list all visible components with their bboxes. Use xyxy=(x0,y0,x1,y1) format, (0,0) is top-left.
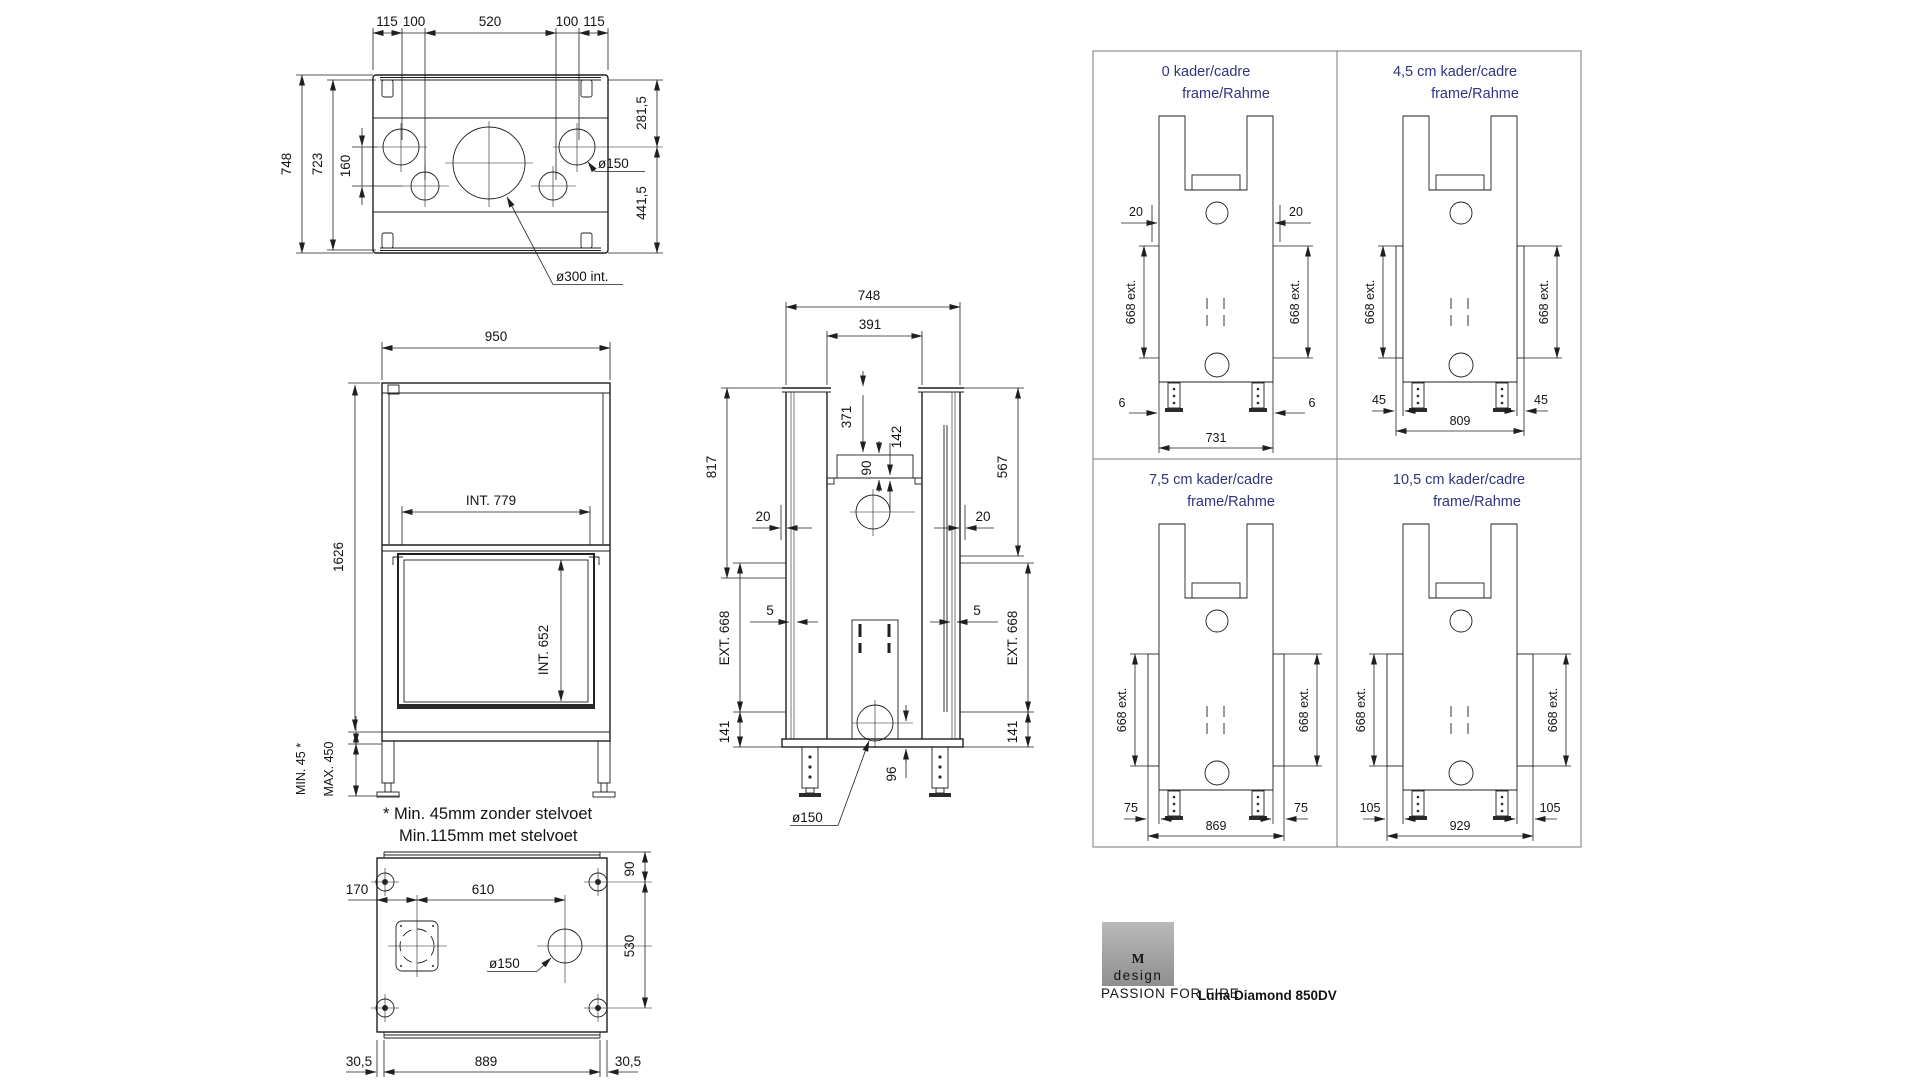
dim-950: 950 xyxy=(484,329,508,344)
dim-ext-left: 668 ext. xyxy=(1124,279,1138,325)
dim-141-left: 141 xyxy=(717,720,732,744)
dim-115-left: 115 xyxy=(376,14,398,29)
dim-170: 170 xyxy=(345,882,369,897)
dim-20-right: 20 xyxy=(975,509,991,524)
dim-frame-left: 6 xyxy=(1118,396,1126,410)
dim-total: 731 xyxy=(1205,431,1227,445)
dim-748-side: 748 xyxy=(857,288,881,303)
dim-total: 929 xyxy=(1449,819,1471,833)
dim-281-5: 281,5 xyxy=(634,96,649,130)
dim-ext-668-left: EXT. 668 xyxy=(717,610,732,666)
panel-frame-0 xyxy=(1119,64,1316,453)
dim-391: 391 xyxy=(858,317,882,332)
dim-int-779: INT. 779 xyxy=(465,493,517,508)
panel-subtitle: frame/Rahme xyxy=(1182,86,1270,102)
dim-160: 160 xyxy=(338,154,353,178)
logo-tagline: PASSION FOR FIRE xyxy=(1101,986,1240,1001)
brand-logo xyxy=(1101,922,1337,1003)
dim-90: 90 xyxy=(859,460,874,476)
dim-30-5-right: 30,5 xyxy=(614,1054,642,1069)
panel-subtitle: frame/Rahme xyxy=(1187,494,1275,510)
dim-frame-right: 6 xyxy=(1308,396,1316,410)
dim-frame-left: 105 xyxy=(1359,801,1381,815)
dim-off-left: 20 xyxy=(1129,205,1143,219)
dim-748-depth: 748 xyxy=(279,152,294,176)
dim-441-5: 441,5 xyxy=(634,186,649,220)
front-view xyxy=(294,329,615,845)
dim-ext-right: 668 ext. xyxy=(1288,279,1302,325)
panel-title: 4,5 cm kader/cadre xyxy=(1392,64,1518,80)
dim-610: 610 xyxy=(471,882,495,897)
dim-frame-left: 45 xyxy=(1372,393,1386,407)
panel-frame-75 xyxy=(1115,472,1322,841)
dim-max-450: MAX. 450 xyxy=(322,741,336,797)
dim-723: 723 xyxy=(310,152,325,176)
dim-ext-left: 668 ext. xyxy=(1115,687,1129,733)
dim-20-left: 20 xyxy=(755,509,771,524)
dim-5-right: 5 xyxy=(973,603,981,618)
dim-min-45: MIN. 45 * xyxy=(294,742,308,796)
panel-title: 7,5 cm kader/cadre xyxy=(1148,472,1274,488)
callout-dia150-top: ø150 xyxy=(598,156,629,171)
dim-ext-left: 668 ext. xyxy=(1363,279,1377,325)
callout-dia150-side: ø150 xyxy=(792,810,823,825)
dim-889: 889 xyxy=(474,1054,498,1069)
panel-subtitle: frame/Rahme xyxy=(1431,86,1519,102)
dim-ext-right: 668 ext. xyxy=(1297,687,1311,733)
dim-frame-right: 75 xyxy=(1294,801,1308,815)
panel-title: 10,5 cm kader/cadre xyxy=(1392,472,1526,488)
bottom-view xyxy=(346,852,652,1077)
dim-567: 567 xyxy=(995,455,1010,479)
dim-100-right: 100 xyxy=(555,14,579,29)
dim-141-right: 141 xyxy=(1005,720,1020,744)
dim-ext-right: 668 ext. xyxy=(1546,687,1560,733)
note-line-2: Min.115mm met stelvoet xyxy=(399,827,578,845)
dim-520: 520 xyxy=(478,14,502,29)
dim-ext-668-right: EXT. 668 xyxy=(1005,610,1020,666)
panel-title: 0 kader/cadre xyxy=(1161,64,1251,80)
dim-frame-left: 75 xyxy=(1124,801,1138,815)
dim-total: 809 xyxy=(1449,414,1471,428)
logo-design-text: design xyxy=(1113,968,1163,983)
top-view xyxy=(279,14,663,285)
dim-5-left: 5 xyxy=(766,603,774,618)
dim-frame-right: 45 xyxy=(1534,393,1548,407)
callout-dia150-bottom: ø150 xyxy=(489,956,520,971)
panel-subtitle: frame/Rahme xyxy=(1433,494,1521,510)
note-line-1: * Min. 45mm zonder stelvoet xyxy=(383,805,593,823)
dim-1626: 1626 xyxy=(331,541,346,573)
side-section-view xyxy=(704,288,1034,826)
dim-142: 142 xyxy=(889,425,904,449)
dim-ext-left: 668 ext. xyxy=(1354,687,1368,733)
dim-96: 96 xyxy=(884,766,899,782)
dim-frame-right: 105 xyxy=(1539,801,1561,815)
dim-100-left: 100 xyxy=(402,14,426,29)
corner-holes xyxy=(371,868,652,1022)
dim-371: 371 xyxy=(839,405,854,429)
logo-letter-m: M xyxy=(1131,951,1145,966)
dim-817: 817 xyxy=(704,455,719,479)
panel-frame-105 xyxy=(1354,472,1571,841)
dim-530: 530 xyxy=(622,934,637,958)
dim-off-right: 20 xyxy=(1289,205,1303,219)
panel-frame-45 xyxy=(1363,64,1562,436)
dim-30-5-left: 30,5 xyxy=(345,1054,373,1069)
dim-90-bottom: 90 xyxy=(622,861,637,877)
product-name: Luna Diamond 850DV xyxy=(1198,988,1337,1003)
dim-total: 869 xyxy=(1205,819,1227,833)
dim-ext-right: 668 ext. xyxy=(1537,279,1551,325)
callout-dia300: ø300 int. xyxy=(556,269,609,284)
dim-int-652: INT. 652 xyxy=(536,624,551,676)
dim-115-right: 115 xyxy=(583,14,605,29)
